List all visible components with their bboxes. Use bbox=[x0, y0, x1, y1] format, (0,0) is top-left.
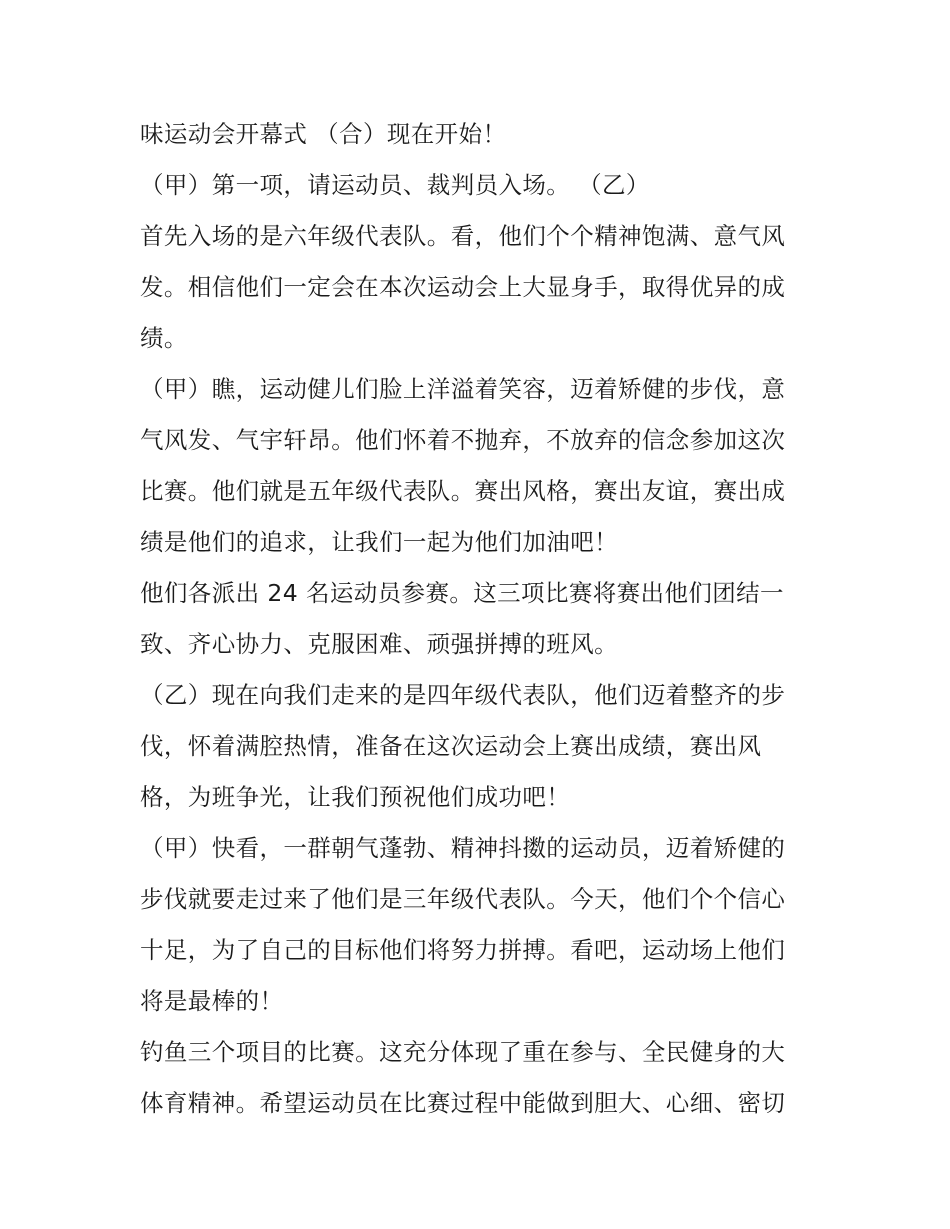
text-line: 绩是他们的追求，让我们一起为他们加油吧！ bbox=[140, 528, 618, 556]
text-line: （甲）快看，一群朝气蓬勃、精神抖擞的运动员，迈着矫健的 bbox=[140, 834, 786, 862]
text-line: 味运动会开幕式 （合）现在开始！ bbox=[140, 120, 507, 148]
text-line: 气风发、气宇轩昂。他们怀着不抛弃，不放弃的信念参加这次 bbox=[140, 426, 786, 454]
text-line: 比赛。他们就是五年级代表队。赛出风格，赛出友谊，赛出成 bbox=[140, 477, 786, 505]
body-text bbox=[140, 109, 820, 1129]
text-line: 首先入场的是六年级代表队。看，他们个个精神饱满、意气风 bbox=[140, 222, 786, 250]
text-line: 发。相信他们一定会在本次运动会上大显身手，取得优异的成 bbox=[140, 273, 786, 301]
text-line: 绩。 bbox=[140, 324, 188, 352]
text-line: 将是最棒的！ bbox=[140, 987, 284, 1015]
text-line: 他们各派出 24 名运动员参赛。这三项比赛将赛出他们团结一 bbox=[140, 579, 784, 607]
text-line: （甲）第一项，请运动员、裁判员入场。 （乙） bbox=[140, 171, 650, 199]
text-line: （乙）现在向我们走来的是四年级代表队，他们迈着整齐的步 bbox=[140, 681, 786, 709]
text-line: 步伐就要走过来了他们是三年级代表队。今天，他们个个信心 bbox=[140, 885, 786, 913]
text-line: 钓鱼三个项目的比赛。这充分体现了重在参与、全民健身的大 bbox=[140, 1038, 786, 1066]
text-line: 伐，怀着满腔热情，准备在这次运动会上赛出成绩，赛出风 bbox=[140, 732, 762, 760]
text-line: 十足，为了自己的目标他们将努力拼搏。看吧，运动场上他们 bbox=[140, 936, 786, 964]
text-line: 致、齐心协力、克服困难、顽强拼搏的班风。 bbox=[140, 630, 618, 658]
text-line: 格，为班争光，让我们预祝他们成功吧！ bbox=[140, 783, 571, 811]
text-line: 体育精神。希望运动员在比赛过程中能做到胆大、心细、密切 bbox=[140, 1089, 786, 1117]
text-line: （甲）瞧，运动健儿们脸上洋溢着笑容，迈着矫健的步伐，意 bbox=[140, 375, 786, 403]
